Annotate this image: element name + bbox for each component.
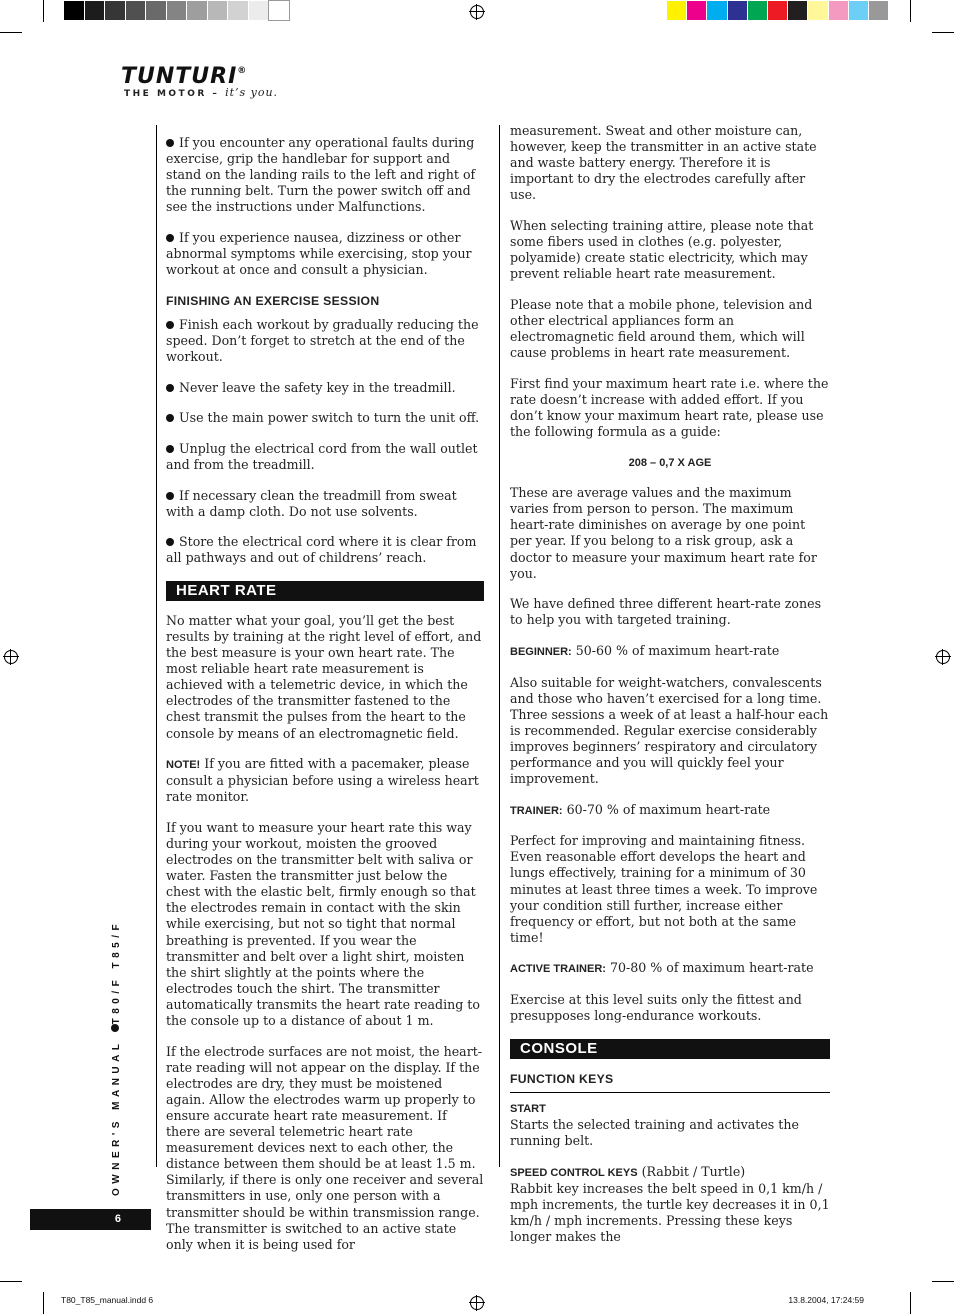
brand-tagline: THE MOTOR – it’s you. — [124, 86, 279, 99]
section-heading-console: CONSOLE — [510, 1039, 830, 1059]
color-swatch — [768, 1, 787, 20]
registration-mark-icon — [936, 650, 950, 664]
color-swatch — [187, 1, 207, 20]
zone-beginner: BEGINNER: 50-60 % of maximum heart-rate — [510, 642, 780, 658]
paragraph: Please note that a mobile phone, television and other electrical appliances form an electromagnetic field around them, which will cause problems in heart rate measurement. — [510, 296, 813, 361]
paragraph: Starts the selected training and activates the running belt. — [510, 1116, 799, 1148]
note-label: NOTE! — [166, 759, 201, 772]
paragraph: We have defined three different heart-rate zones to help you with targeted training. — [510, 596, 822, 628]
list-item: Unplug the electrical cord from the wall outlet and from the treadmill. — [166, 441, 484, 473]
color-swatch — [85, 1, 105, 20]
color-swatch — [64, 1, 84, 20]
paragraph: Rabbit key increases the belt speed in 0,1 km/h / mph increments, the turtle key decreases it in 0,1 km/h / mph increments. Pressing these keys longer makes the — [510, 1180, 830, 1244]
list-item: If necessary clean the treadmill from sweat with a damp cloth. Do not use solvents. — [166, 488, 484, 520]
speed-keys-heading: SPEED CONTROL KEYS (Rabbit / Turtle) — [510, 1163, 746, 1179]
color-swatch — [249, 1, 269, 20]
footer-timestamp: 13.8.2004, 17:24:59 — [788, 1295, 864, 1305]
footer-filename: T80_T85_manual.indd 6 — [61, 1295, 154, 1305]
section-heading-function-keys: FUNCTION KEYS — [510, 1071, 830, 1093]
list-item: Never leave the safety key in the treadmill. — [166, 380, 484, 396]
crop-mark — [43, 0, 44, 22]
color-swatch — [105, 1, 125, 20]
color-swatch — [808, 1, 827, 20]
paragraph: Exercise at this level suits only the fittest and presupposes long-endurance workouts. — [510, 992, 802, 1024]
side-running-title: OWNER'S MANUAL T80/F T85/F — [111, 919, 122, 1196]
list-item: Store the electrical cord where it is clear from all pathways and out of childrens’ reach. — [166, 534, 484, 566]
left-column — [166, 135, 484, 1267]
registration-mark-icon — [470, 5, 484, 19]
color-swatch — [849, 1, 868, 20]
color-swatch — [707, 1, 726, 20]
list-item: Finish each workout by gradually reducing the speed. Don’t forget to stretch at the end of the workout. — [166, 317, 484, 365]
zone-trainer: TRAINER: 60-70 % of maximum heart-rate — [510, 801, 771, 817]
paragraph: measurement. Sweat and other moisture can, however, keep the transmitter in an active state and waste battery energy. Therefore it is important to dry the electrodes carefully after use. — [510, 123, 817, 203]
color-swatch — [748, 1, 767, 20]
paragraph: These are average values and the maximum varies from person to person. The maximum heart-rate diminishes on average by one point per year. If you belong to a risk group, ask a doctor to measure your maximum heart rate for you. — [510, 485, 817, 581]
color-swatch — [228, 1, 248, 20]
max-heart-rate-formula: 208 – 0,7 X AGE — [628, 456, 712, 469]
section-heading-heart-rate: HEART RATE — [166, 581, 484, 601]
zone-active-trainer: ACTIVE TRAINER: 70-80 % of maximum heart-rate — [510, 960, 814, 976]
registration-mark-icon — [4, 650, 18, 664]
list-item: If you encounter any operational faults during exercise, grip the handlebar for support and stand on the landing rails to the left and right of the running belt. Turn the power switch off and see the instructions under Malfunctions. — [166, 135, 484, 215]
paragraph: Also suitable for weight-watchers, convalescents and those who haven’t exercised for a long time. Three sessions a week of at least a half-hour each is recommended. Regular exercise considerably improves beginners’ respiratory and circulatory performance and you will quickly feel your improvement. — [510, 674, 829, 787]
color-swatch — [728, 1, 747, 20]
list-item: Use the main power switch to turn the unit off. — [166, 410, 484, 426]
paragraph: No matter what your goal, you’ll get the best results by training at the right level of effort, and the best measure is your own heart rate. The most reliable heart rate measurement is achieved with a telemetric device, in which the electrodes of the transmitter fastened to the chest transmit the pulses from the heart to the console by means of an electromagnetic field. — [166, 612, 482, 741]
color-swatch — [829, 1, 848, 20]
color-swatch — [269, 1, 289, 20]
crop-mark — [910, 1292, 911, 1314]
crop-mark — [910, 0, 911, 22]
brand-logo: TUNTURI® — [121, 64, 248, 89]
start-key-label: START — [510, 1102, 546, 1115]
paragraph: Perfect for improving and maintaining fitness. Even reasonable effort develops the heart and lungs effectively, training for a minimum of 30 minutes at least three times a week. To improve your condition still further, increase either frequency or effort, but not both at the same time! — [510, 833, 818, 945]
color-swatch — [667, 1, 686, 20]
color-swatch — [126, 1, 146, 20]
color-swatch — [788, 1, 807, 20]
crop-mark — [43, 1292, 44, 1314]
center-column-rule — [499, 125, 500, 1167]
crop-mark — [932, 1281, 954, 1282]
right-column — [510, 123, 830, 1260]
crop-mark — [0, 1281, 22, 1282]
paragraph: First find your maximum heart rate i.e. where the rate doesn’t increase with added effort. If you don’t know your maximum heart rate, please use the following formula as a guide: — [510, 375, 829, 439]
color-swatch — [208, 1, 228, 20]
color-swatch — [146, 1, 166, 20]
list-item: If you experience nausea, dizziness or other abnormal symptoms while exercising, stop your workout at once and consult a physician. — [166, 230, 484, 278]
note-paragraph: NOTE! If you are fitted with a pacemaker, please consult a physician before using a wireless heart rate monitor. — [166, 756, 479, 805]
bullet-icon — [111, 1024, 119, 1032]
color-swatch — [869, 1, 888, 20]
paragraph: If the electrode surfaces are not moist, the heart-rate reading will not appear on the display. If the electrodes are dry, they must be moistened again. Allow the electrodes warm up properly to ensure accurate heart rate measurement. If there are several telemetric heart rate measurement devices next to each other, the distance between them should be at least 1.5 m. Similarly, if there is only one receiver and several transmitters in use, only one person with a transmitter should be within transmission range. The transmitter is switched to an active state only when it is being used for — [166, 1043, 484, 1252]
left-column-rule — [156, 125, 157, 1167]
crop-mark — [0, 32, 22, 33]
registration-mark-icon — [470, 1296, 484, 1310]
paragraph: When selecting training attire, please note that some fibers used in clothes (e.g. polyester, polyamide) create static electricity, which may prevent reliable heart rate measurement. — [510, 217, 814, 282]
paragraph: If you want to measure your heart rate this way during your workout, moisten the grooved electrodes on the transmitter belt with saliva or water. Fasten the transmitter just below the chest with the elastic belt, firmly enough so that the electrodes remain in contact with the skin while exercising, but not so tight that normal breathing is prevented. If you wear the transmitter and belt over a light shirt, moisten the shirt slightly at the points where the electrodes touch the shirt. The transmitter automatically transmits the heart rate reading to the console up to a distance of about 1 m. — [166, 819, 480, 1029]
crop-mark — [932, 32, 954, 33]
color-swatch — [167, 1, 187, 20]
section-heading-finishing: FINISHING AN EXERCISE SESSION — [166, 293, 380, 308]
page-number: 6 — [30, 1209, 151, 1230]
color-swatch — [687, 1, 706, 20]
